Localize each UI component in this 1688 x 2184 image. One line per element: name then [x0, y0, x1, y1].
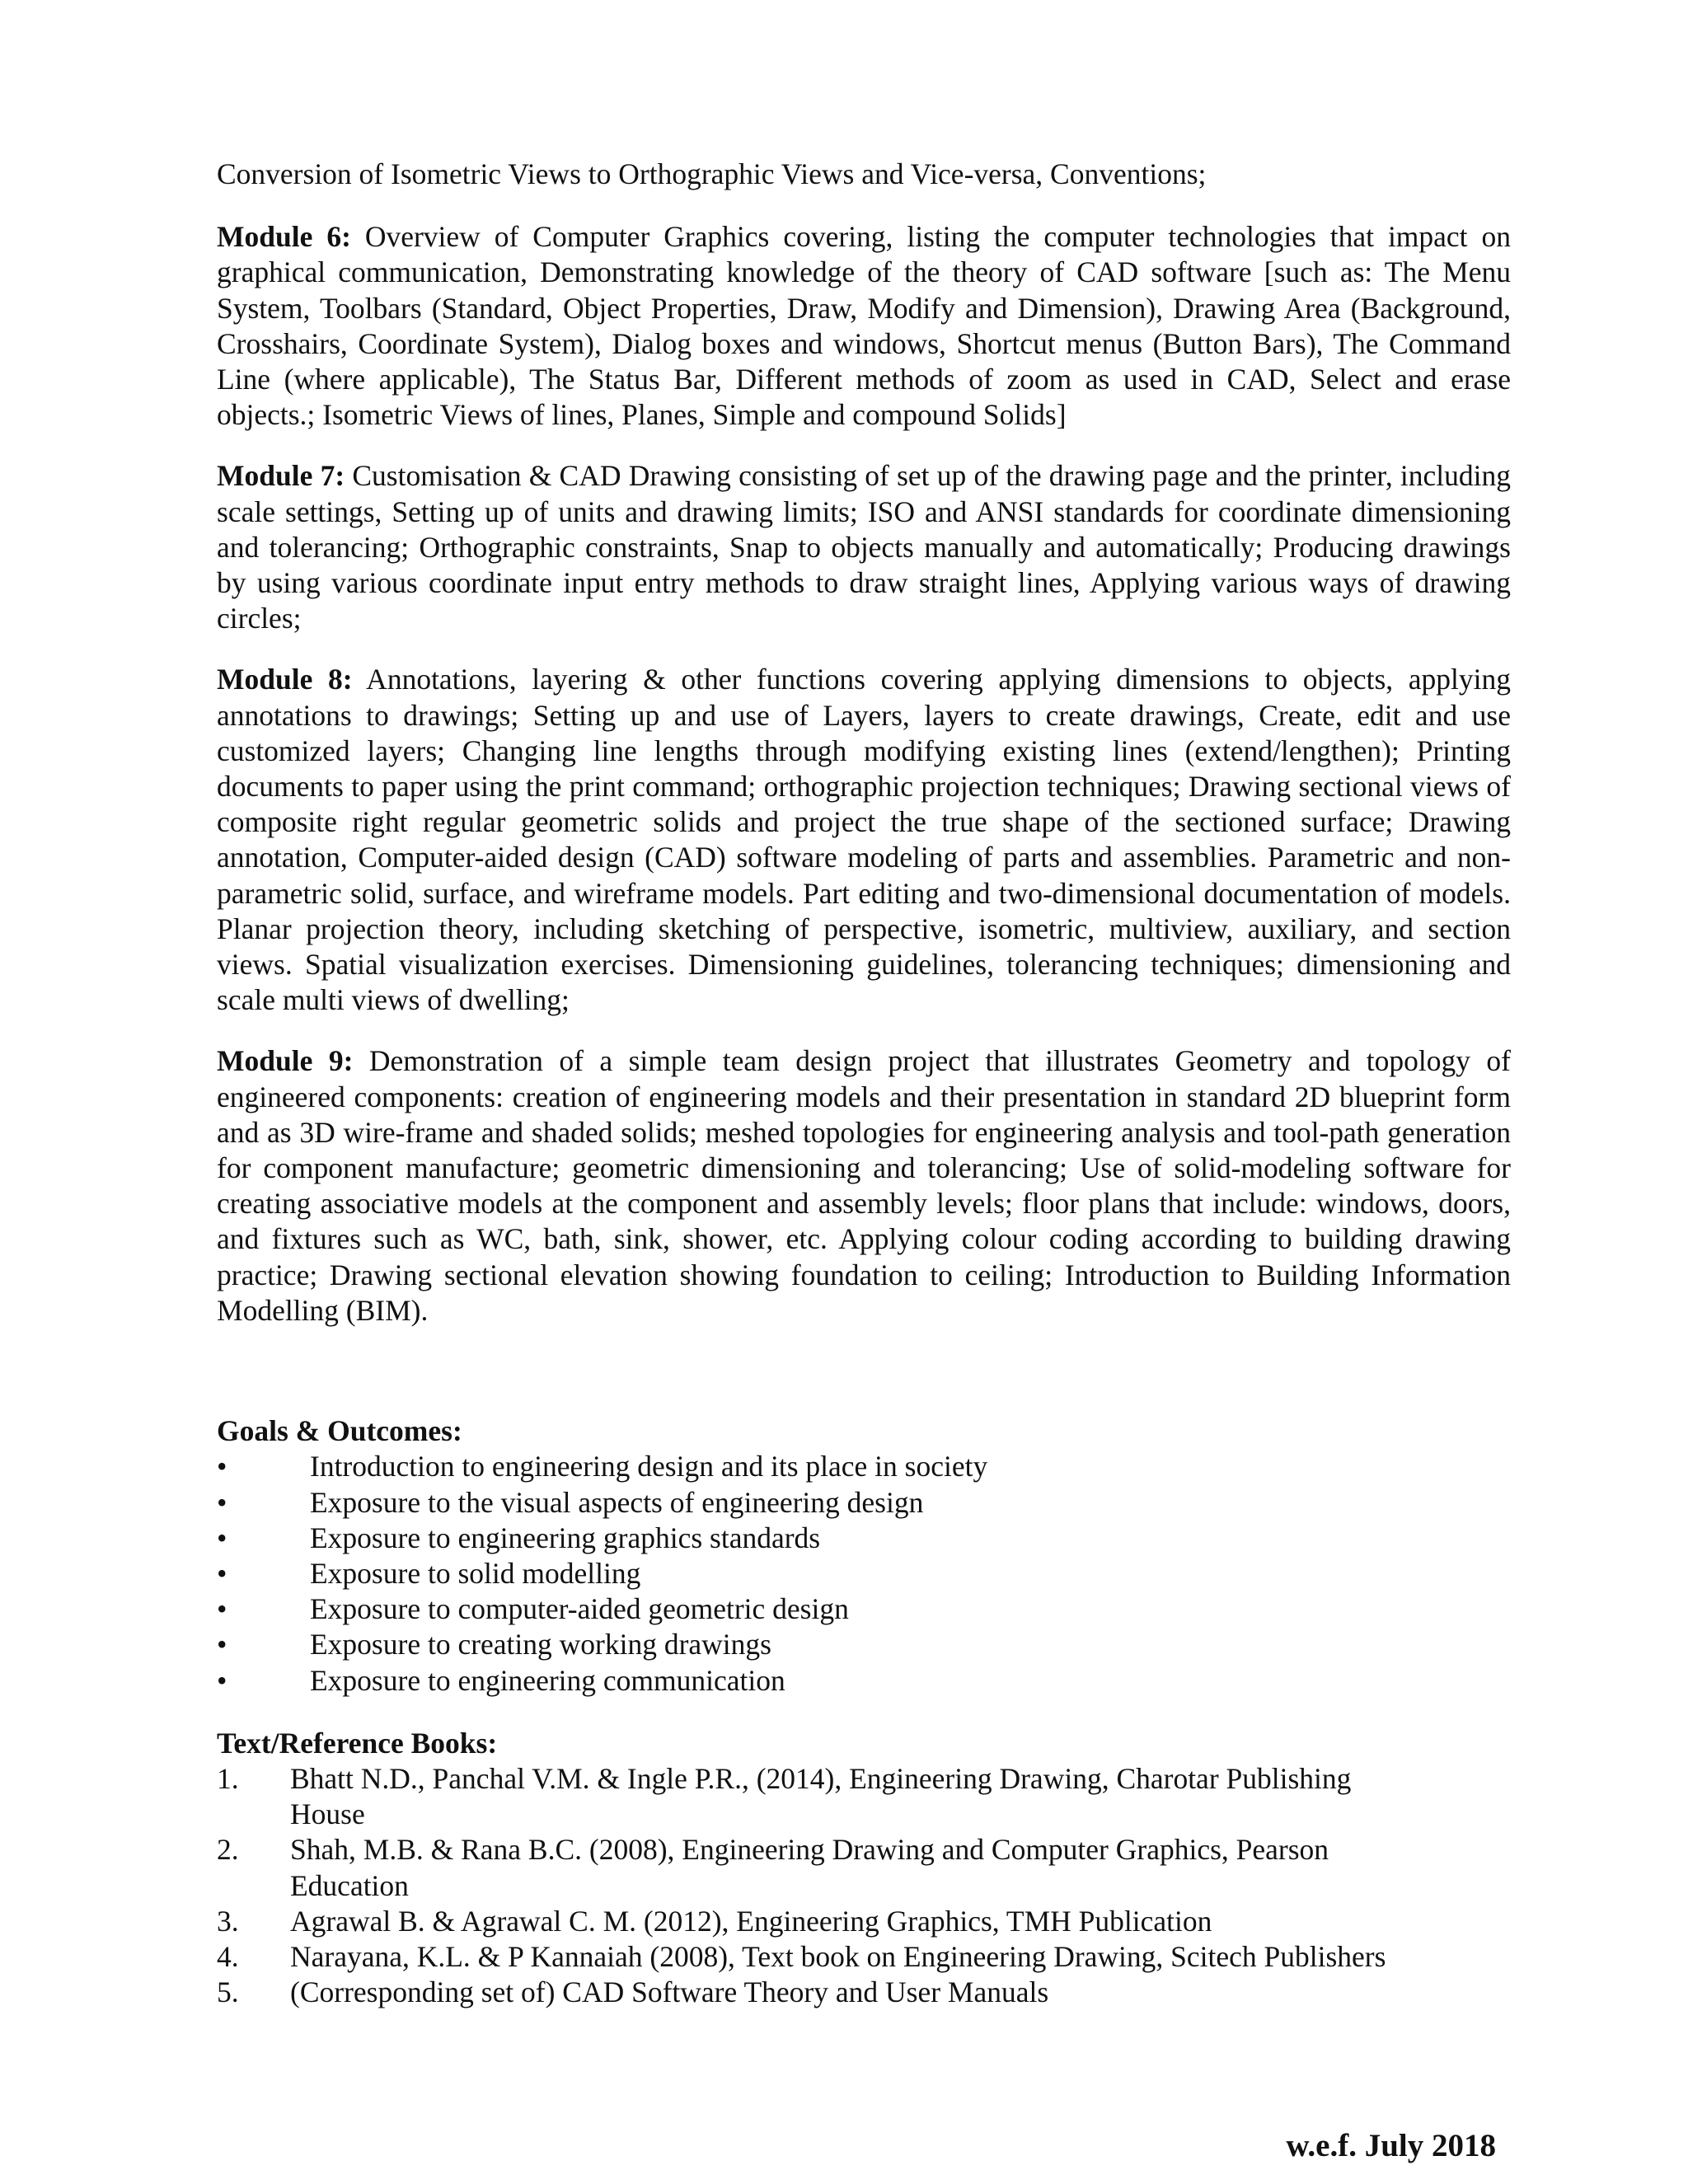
effective-date-footer: w.e.f. July 2018	[1286, 2128, 1496, 2163]
list-item: • Exposure to creating working drawings	[217, 1627, 1511, 1662]
module-6-text: Overview of Computer Graphics covering, listing the computer technologies that impact on graphical communication, Demonstrating knowledge of the theory of CAD software [such as: The Menu System, Toolbars (Standard, Object Properties, Draw, Modify and Dimension), Drawing Area (Background, Crosshairs, Coordinate System), Dialog boxes and windows, Shortcut menus (Button Bars), The Command Line (where applicable), The Status Bar, Different methods of zoom as used in CAD, Select and erase objects.; Isometric Views of lines, Planes, Simple and compound Solids]	[217, 220, 1511, 432]
module-8-paragraph	[217, 662, 1511, 1018]
bullet-icon: •	[217, 1663, 227, 1697]
list-item: • Introduction to engineering design and its place in society	[217, 1449, 1511, 1484]
module-8-text: Annotations, layering & other functions covering applying dimensions to objects, applying annotations to drawings; Setting up and use of Layers, layers to create drawings, Create, edit and use customized layers; Changing line lengths through modifying existing lines (extend/lengthen); Printing documents to paper using the print command; orthographic projection techniques; Drawing sectional views of composite right regular geometric solids and project the true shape of the sectioned surface; Drawing annotation, Computer-aided design (CAD) software modeling of parts and assemblies. Parametric and non-parametric solid, surface, and wireframe models. Part editing and two-dimensional documentation of models. Planar projection theory, including sketching of perspective, isometric, multiview, auxiliary, and section views. Spatial visualization exercises. Dimensioning guidelines, tolerancing techniques; dimensioning and scale multi views of dwelling;	[217, 663, 1512, 1017]
goals-heading: Goals & Outcomes:	[217, 1414, 462, 1448]
goals-section	[217, 1413, 1511, 1699]
list-item: 4. Narayana, K.L. & P Kannaiah (2008), Text book on Engineering Drawing, Scitech Publishers	[217, 1939, 1386, 1973]
list-item: • Exposure to the visual aspects of engineering design	[217, 1485, 1511, 1521]
module-9-text: Demonstration of a simple team design project that illustrates Geometry and topology of engineered components: creation of engineering models and their presentation in standard 2D blueprint form and as 3D wire-frame and shaded solids; meshed topologies for engineering analysis and tool-path generation for component manufacture; geometric dimensioning and tolerancing; Use of solid-modeling software for creating associative models at the component and assembly levels; floor plans that include: windows, doors, and fixtures such as WC, bath, sink, shower, etc. Applying colour coding according to building drawing practice; Drawing sectional elevation showing foundation to ceiling; Introduction to Building Information Modelling (BIM).	[217, 1044, 1511, 1327]
books-heading: Text/Reference Books:	[217, 1726, 498, 1760]
bullet-icon: •	[217, 1556, 227, 1590]
books-section	[217, 1726, 1511, 2011]
goals-list	[217, 1449, 1511, 1698]
bullet-icon: •	[217, 1628, 227, 1661]
module-6-label: Module 6:	[217, 220, 351, 254]
list-item: • Exposure to solid modelling	[217, 1556, 1511, 1591]
intro-line: Conversion of Isometric Views to Orthographic Views and Vice-versa, Conventions;	[217, 157, 1207, 190]
module-7-text: Customisation & CAD Drawing consisting of set up of the drawing page and the printer, including scale settings, Setting up of units and drawing limits; ISO and ANSI standards for coordinate dimensioning and tolerancing; Orthographic constraints, Snap to objects manually and automatically; Producing drawings by using various coordinate input entry methods to draw straight lines, Applying various ways of drawing circles;	[217, 459, 1512, 635]
list-item: • Exposure to computer-aided geometric design	[217, 1591, 1511, 1627]
module-9-paragraph	[217, 1043, 1511, 1329]
bullet-icon: •	[217, 1450, 227, 1483]
document-body	[217, 157, 1511, 2010]
list-item: 3. Agrawal B. & Agrawal C. M. (2012), Engineering Graphics, TMH Publication	[217, 1904, 1212, 1938]
bullet-icon: •	[217, 1592, 227, 1626]
list-item: 2. Shah, M.B. & Rana B.C. (2008), Engineering Drawing and Computer Graphics, Pearson Education	[217, 1833, 1329, 1902]
list-item: 5. (Corresponding set of) CAD Software Theory and User Manuals	[217, 1975, 1049, 2009]
module-7-paragraph	[217, 458, 1511, 636]
bullet-icon: •	[217, 1485, 227, 1519]
module-9-label: Module 9:	[217, 1044, 354, 1078]
list-item: • Exposure to engineering communication	[217, 1663, 1511, 1699]
books-list	[217, 1761, 1511, 2010]
module-6-paragraph	[217, 219, 1511, 433]
bullet-icon: •	[217, 1521, 227, 1554]
module-8-label: Module 8:	[217, 663, 353, 696]
list-item: • Exposure to engineering graphics standards	[217, 1521, 1511, 1556]
list-item: 1. Bhatt N.D., Panchal V.M. & Ingle P.R., (2014), Engineering Drawing, Charotar Publishing House	[217, 1761, 1352, 1831]
module-7-label: Module 7:	[217, 459, 345, 493]
